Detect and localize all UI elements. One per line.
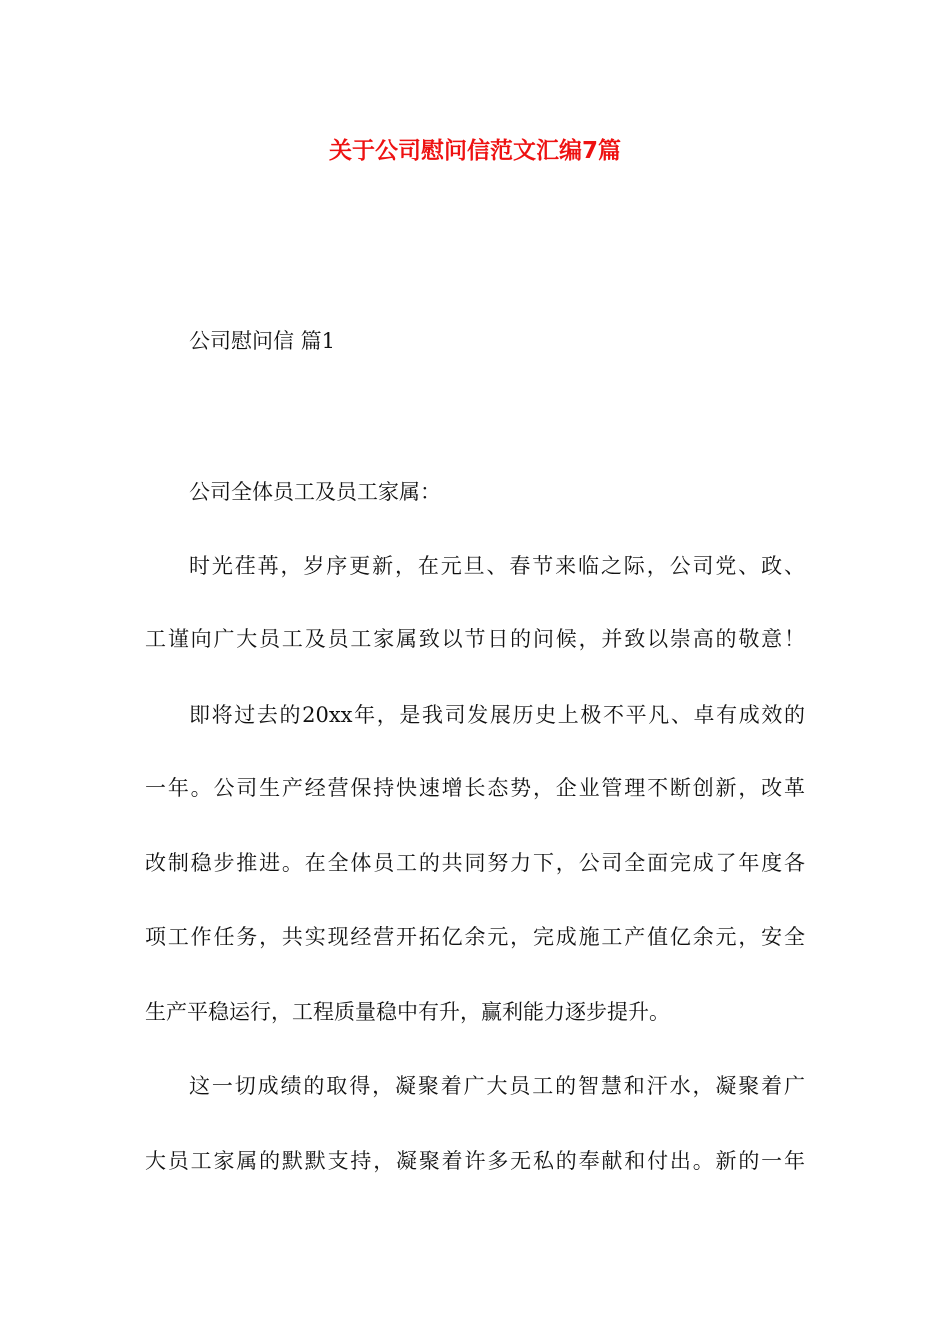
paragraph-line-7: 生产平稳运行，工程质量稳中有升，赢利能力逐步提升。	[145, 1000, 670, 1024]
paragraph-line-5: 改制稳步推进。在全体员工的共同努力下，公司全面完成了年度各	[145, 851, 805, 875]
salutation: 公司全体员工及员工家属：	[189, 480, 441, 504]
paragraph-line-2: 工谨向广大员工及员工家属致以节日的问候，并致以崇高的敬意！	[145, 627, 805, 651]
paragraph-line-4: 一年。公司生产经营保持快速增长态势，企业管理不断创新，改革	[145, 776, 805, 800]
paragraph-line-1: 时光荏苒，岁序更新，在元旦、春节来临之际，公司党、政、	[189, 554, 805, 578]
document-title: 关于公司慰问信范文汇编7篇	[328, 138, 621, 164]
paragraph-line-3: 即将过去的20xx年，是我司发展历史上极不平凡、卓有成效的	[189, 703, 805, 727]
paragraph-line-6: 项工作任务，共实现经营开拓亿余元，完成施工产值亿余元，安全	[145, 925, 805, 949]
paragraph-line-9: 大员工家属的默默支持，凝聚着许多无私的奉献和付出。新的一年	[145, 1149, 805, 1173]
paragraph-line-8: 这一切成绩的取得，凝聚着广大员工的智慧和汗水，凝聚着广	[189, 1074, 805, 1098]
section-heading: 公司慰问信 篇1	[189, 329, 336, 353]
